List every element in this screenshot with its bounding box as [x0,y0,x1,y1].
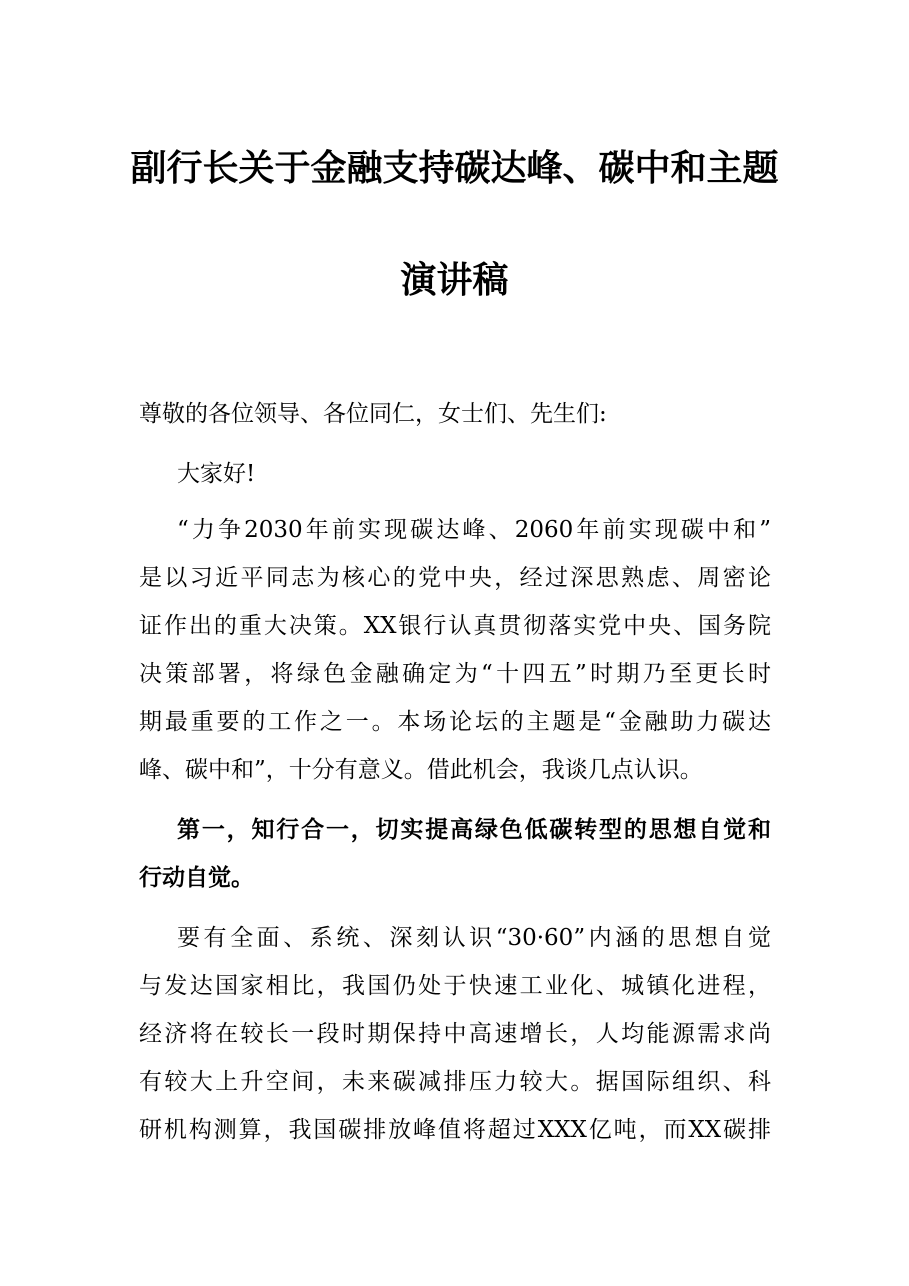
paragraph-2-line: 有较大上升空间，未来碳减排压力较大。据国际组织、科 [139,1069,771,1095]
document-title-line-1: 副行长关于金融支持碳达峰、碳中和主题 [130,147,779,189]
section-heading-line: 第一，知行合一，切实提高绿色低碳转型的思想自觉和 [177,816,771,843]
paragraph-2-line: 研机构测算，我国碳排放峰值将超过XXX亿吨，而XX碳排 [139,1117,771,1143]
paragraph-1-line: “力争2030年前实现碳达峰、2060年前实现碳中和” [177,517,771,543]
paragraph-2-line: 要有全面、系统、深刻认识“30·60”内涵的思想自觉 [177,925,771,951]
paragraph-1-line: 证作出的重大决策。XX银行认真贯彻落实党中央、国务院 [139,613,771,639]
paragraph-2-line: 经济将在较长一段时期保持中高速增长，人均能源需求尚 [139,1021,771,1047]
paragraph-2-line: 与发达国家相比，我国仍处于快速工业化、城镇化进程， [139,973,771,999]
paragraph-1-line: 峰、碳中和”，十分有意义。借此机会，我谈几点认识。 [139,757,703,783]
paragraph-1-line: 是以习近平同志为核心的党中央，经过深思熟虑、周密论 [139,565,771,591]
salutation: 尊敬的各位领导、各位同仁，女士们、先生们: [139,401,607,427]
paragraph-1-line: 决策部署，将绿色金融确定为“十四五”时期乃至更长时 [139,661,771,687]
section-heading-line: 行动自觉。 [139,864,254,891]
document-title-line-2: 演讲稿 [400,259,509,301]
greeting: 大家好! [177,461,256,487]
paragraph-1-line: 期最重要的工作之一。本场论坛的主题是“金融助力碳达 [139,709,771,735]
